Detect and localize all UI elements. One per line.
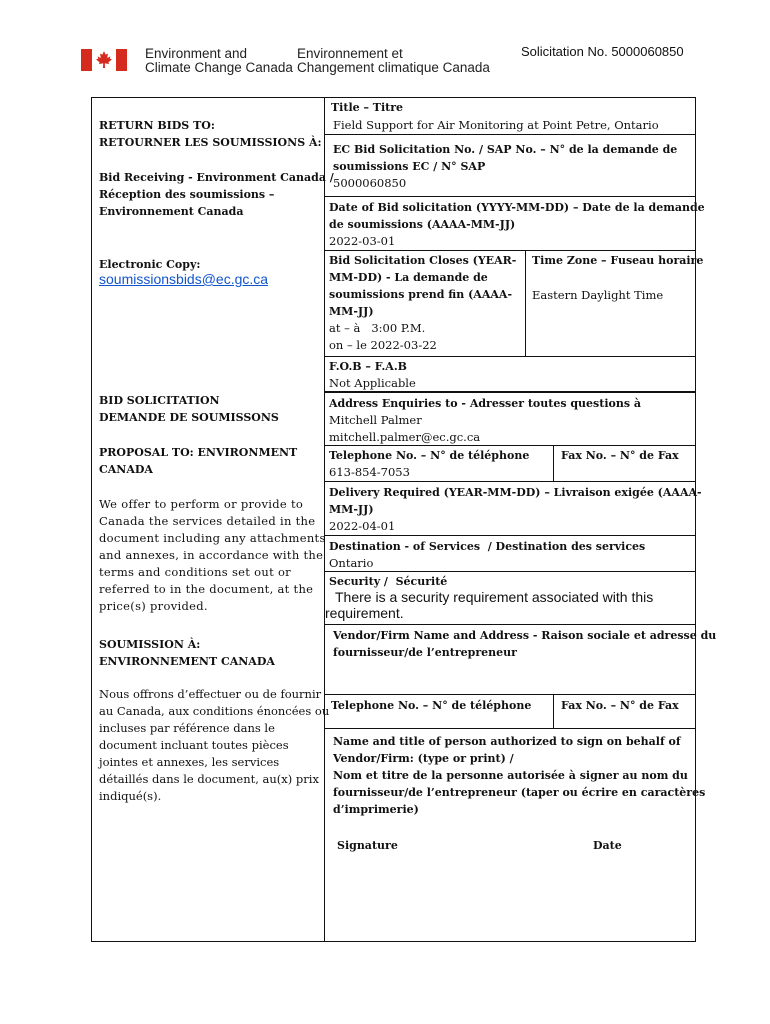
security-label: Security / Sécurité	[329, 575, 448, 588]
ec-bid-number-field	[333, 141, 677, 192]
ec-bid-label-line-1: EC Bid Solicitation No. / SAP No. – N° de la demande de	[333, 143, 678, 156]
logo-english-line-2: Climate Change Canada	[145, 60, 293, 75]
offer-line: We offer to perform or provide to	[99, 497, 304, 511]
soumission-heading	[99, 636, 275, 670]
fob-value: Not Applicable	[329, 376, 416, 390]
authorized-signer-field	[333, 733, 705, 818]
proposal-line-1: PROPOSAL TO: ENVIRONMENT	[99, 446, 298, 459]
telephone-value: 613-854-7053	[329, 465, 410, 479]
logo-french-line-2: Changement climatique Canada	[297, 60, 490, 75]
logo-french	[297, 47, 490, 75]
offer-line: referred to in the document, at the	[99, 582, 314, 596]
signer-label-line-3: Nom et titre de la personne autorisée à signer au nom du	[333, 769, 688, 782]
signer-label-line-2: Vendor/Firm: (type or print) /	[333, 752, 514, 765]
logo-french-line-1: Environnement et	[297, 46, 403, 61]
delivery-label-line-1: Delivery Required (YEAR-MM-DD) – Livraison exigée (AAAA-	[329, 486, 702, 499]
telephone-field	[329, 447, 529, 481]
closing-label-line-2: MM-DD) - La demande de	[329, 271, 488, 284]
canada-flag-icon	[81, 49, 127, 71]
header	[0, 0, 770, 90]
closing-label-line-4: MM-JJ)	[329, 305, 374, 318]
offer-line: Canada the services detailed in the	[99, 514, 316, 528]
signer-label-line-4: fournisseur/de l’entrepreneur (taper ou écrire en caractères	[333, 786, 706, 799]
return-bids-line-1: RETURN BIDS TO:	[99, 119, 215, 132]
date-label: Date	[593, 839, 622, 852]
solicitation-number: Solicitation No. 5000060850	[521, 44, 684, 59]
solicitation-date-field	[329, 199, 705, 250]
security-line-2: requirement.	[325, 605, 404, 621]
closing-label-line-3: soumissions prend fin (AAAA-	[329, 288, 513, 301]
delivery-value: 2022-04-01	[329, 519, 396, 533]
return-bids-line-2: RETOURNER LES SOUMISSIONS À:	[99, 136, 322, 149]
offre-line: détaillés dans le document, au(x) prix	[99, 772, 319, 786]
fob-label: F.O.B – F.A.B	[329, 360, 407, 373]
solicitation-date-label-line-1: Date of Bid solicitation (YYYY-MM-DD) – Date de la demande	[329, 201, 705, 214]
submission-email-link[interactable]: soumissionsbids@ec.gc.ca	[99, 271, 269, 287]
offre-line: Nous offrons d’effectuer ou de fournir	[99, 687, 322, 701]
closing-date-field	[329, 252, 516, 354]
time-zone-label: Time Zone – Fuseau horaire	[532, 254, 704, 267]
logo-english	[145, 47, 293, 75]
closing-time-value: at – à 3:00 P.M.	[329, 321, 426, 335]
logo-english-line-1: Environment and	[145, 46, 248, 61]
vendor-label-line-2: fournisseur/de l’entrepreneur	[333, 646, 517, 659]
offer-line: terms and conditions set out or	[99, 565, 291, 579]
security-line-1: There is a security requirement associated with this	[335, 589, 654, 605]
proposal-heading	[99, 444, 297, 478]
proposal-line-2: CANADA	[99, 463, 153, 476]
offer-line: document including any attachments	[99, 531, 326, 545]
solicitation-date-label-line-2: de soumissions (AAAA-MM-JJ)	[329, 218, 516, 231]
destination-value: Ontario	[329, 556, 374, 570]
time-zone-value: Eastern Daylight Time	[532, 288, 664, 302]
bid-receiving-line-1: Bid Receiving - Environment Canada /	[99, 171, 334, 184]
title-value: Field Support for Air Monitoring at Point Petre, Ontario	[333, 118, 659, 132]
telephone-label: Telephone No. – N° de téléphone	[329, 449, 530, 462]
destination-label: Destination - of Services / Destination des services	[329, 540, 646, 553]
offre-line: incluses par référence dans le	[99, 721, 275, 735]
offer-line: price(s) provided.	[99, 599, 208, 613]
offer-line: and annexes, in accordance with the	[99, 548, 324, 562]
bid-receiving-address	[99, 169, 334, 220]
enquiries-label: Address Enquiries to - Adresser toutes questions à	[329, 397, 641, 410]
solicitation-date-value: 2022-03-01	[329, 234, 396, 248]
enquiries-field	[329, 395, 641, 446]
vendor-name-field	[333, 627, 716, 661]
closing-label-line-1: Bid Solicitation Closes (YEAR-	[329, 254, 517, 267]
offre-line: document incluant toutes pièces	[99, 738, 289, 752]
offre-line: au Canada, aux conditions énoncées ou	[99, 704, 330, 718]
vendor-fax-label: Fax No. – N° de Fax	[561, 699, 679, 712]
fax-label: Fax No. – N° de Fax	[561, 449, 679, 462]
bid-receiving-line-2: Réception des soumissions –	[99, 188, 275, 201]
return-bids-heading	[99, 117, 322, 151]
soumission-line-2: ENVIRONNEMENT CANADA	[99, 655, 275, 668]
contact-name: Mitchell Palmer	[329, 413, 422, 427]
bid-solicitation-heading	[99, 392, 279, 426]
signer-label-line-5: d’imprimerie)	[333, 803, 419, 816]
ec-bid-value: 5000060850	[333, 176, 407, 190]
bid-receiving-line-3: Environnement Canada	[99, 205, 244, 218]
destination-field	[329, 538, 645, 572]
electronic-copy-label: Electronic Copy:	[99, 258, 201, 271]
ec-bid-label-line-2: soumissions EC / N° SAP	[333, 160, 486, 173]
title-label: Title – Titre	[331, 101, 404, 114]
vendor-telephone-label: Telephone No. – N° de téléphone	[331, 699, 532, 712]
delivery-label-line-2: MM-JJ)	[329, 503, 374, 516]
offer-paragraph-english	[99, 496, 326, 615]
signer-label-line-1: Name and title of person authorized to sign on behalf of	[333, 735, 681, 748]
bid-solicitation-line-1: BID SOLICITATION	[99, 394, 220, 407]
signature-label: Signature	[337, 839, 398, 852]
contact-email: mitchell.palmer@ec.gc.ca	[329, 430, 481, 444]
vendor-label-line-1: Vendor/Firm Name and Address - Raison sociale et adresse du	[333, 629, 717, 642]
security-requirement-text	[325, 589, 653, 621]
offer-paragraph-french	[99, 686, 329, 805]
closing-date-value: on – le 2022-03-22	[329, 338, 437, 352]
offre-line: indiqué(s).	[99, 789, 162, 803]
soumission-line-1: SOUMISSION À:	[99, 638, 201, 651]
bid-solicitation-line-2: DEMANDE DE SOUMISSONS	[99, 411, 279, 424]
delivery-field	[329, 484, 702, 535]
offre-line: jointes et annexes, les services	[99, 755, 280, 769]
